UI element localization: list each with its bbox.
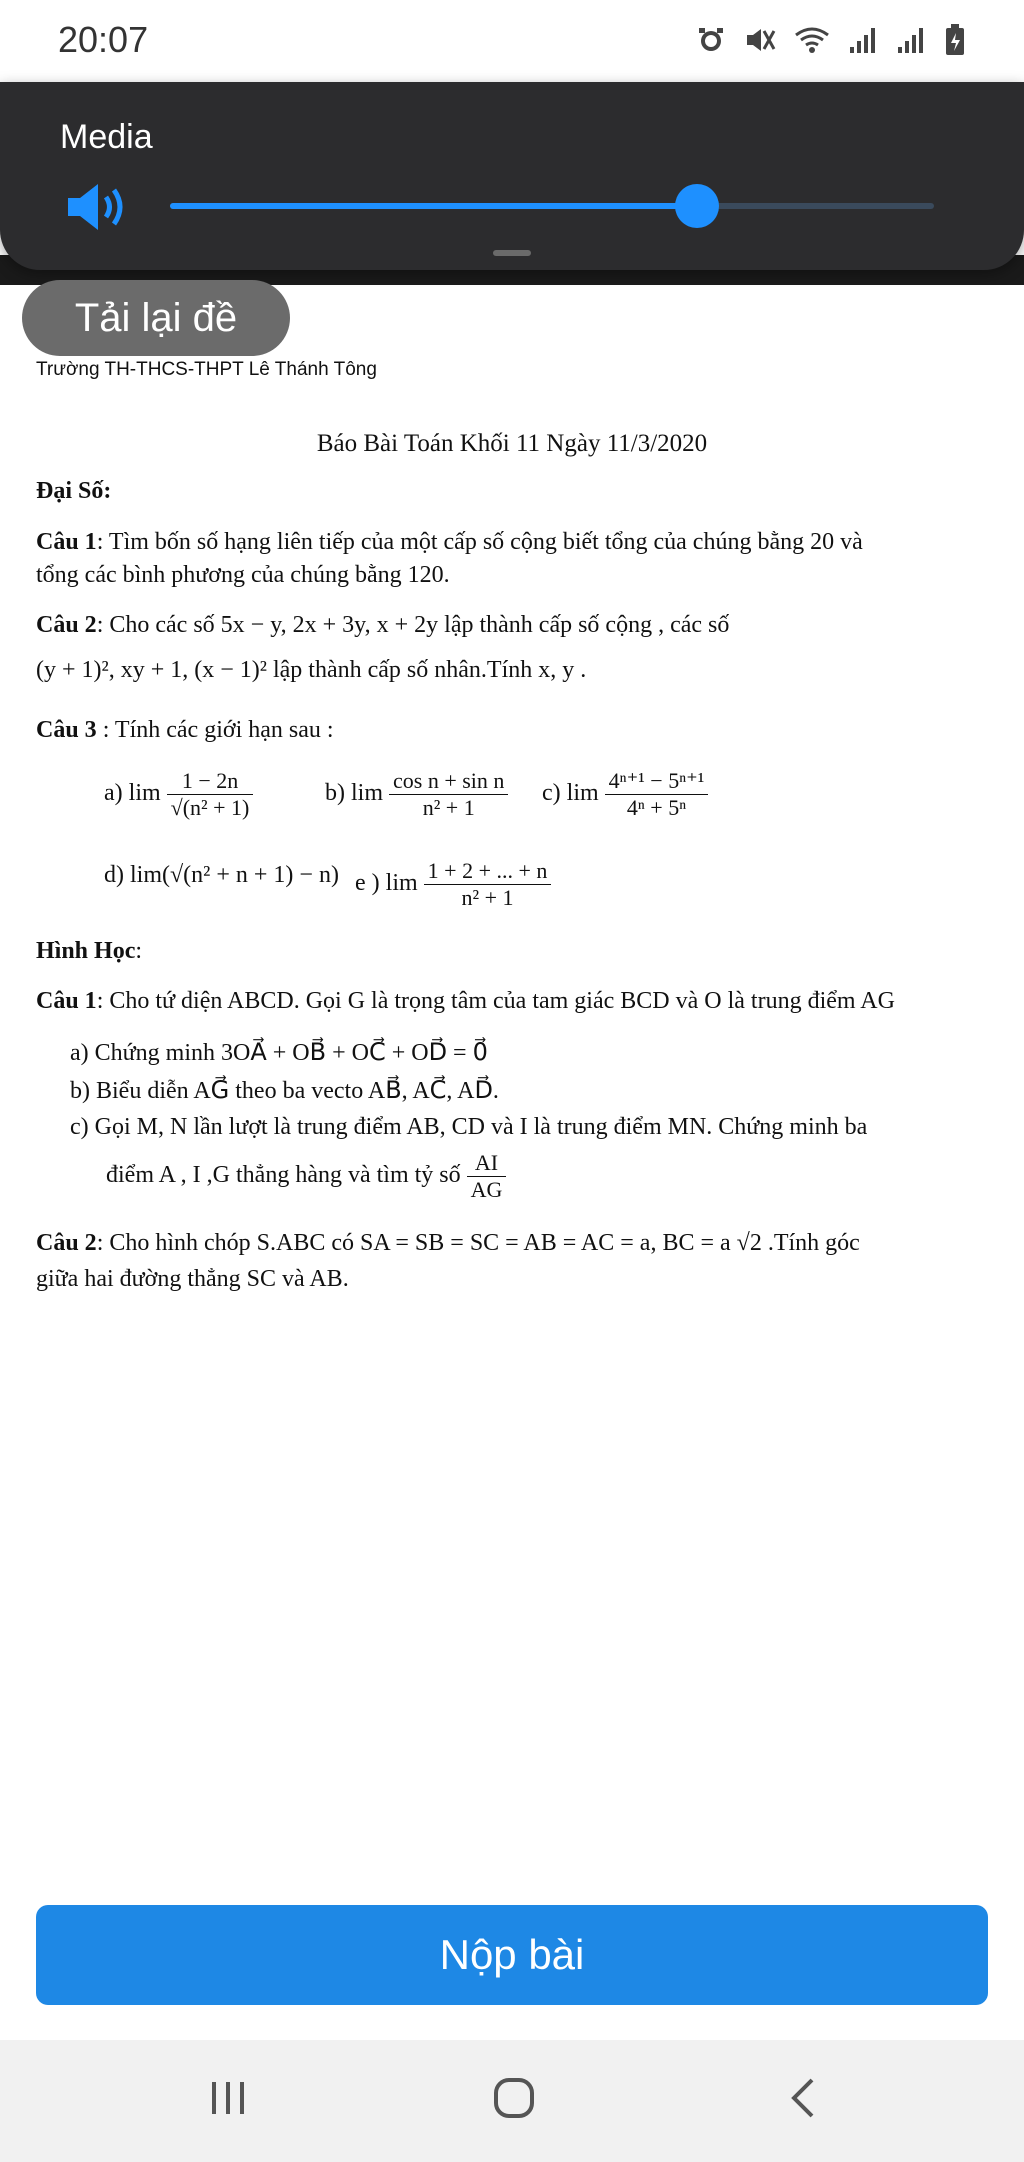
limit-b: b) lim $\frac{\text{cos n + sin n}}{\text{n² + 1}}$ bbox=[325, 768, 508, 821]
geometry-q1-c-cont: điểm A , I ,G thẳng hàng và tìm tỷ số $\frac{AI}{AG}$ bbox=[106, 1150, 506, 1203]
geometry-q2: Câu 2: Cho hình chóp S.ABC có SA = SB = SC = AB = AC = a, BC = a √2 .Tính góc bbox=[36, 1230, 860, 1256]
panel-drag-handle[interactable] bbox=[493, 250, 531, 256]
signal-icon bbox=[848, 25, 878, 55]
alarm-icon bbox=[696, 25, 726, 55]
speaker-icon[interactable] bbox=[66, 180, 130, 234]
home-icon[interactable] bbox=[492, 2076, 536, 2120]
geometry-q1: Câu 1: Cho tứ diện ABCD. Gọi G là trọng tâm của tam giác BCD và O là trung điểm AG bbox=[36, 988, 895, 1014]
algebra-heading: Đại Số: bbox=[36, 478, 112, 504]
volume-slider-knob[interactable] bbox=[675, 184, 719, 228]
algebra-q1: Câu 1: Tìm bốn số hạng liên tiếp của một cấp số cộng biết tổng của chúng bằng 20 và bbox=[36, 529, 863, 555]
limit-a: a) lim $\frac{1 - 2n}{\text{√(n² + 1)}}$ bbox=[104, 768, 253, 821]
algebra-q3: Câu 3 : Tính các giới hạn sau : bbox=[36, 717, 334, 743]
geometry-q1-c: c) Gọi M, N lần lượt là trung điểm AB, CD và I là trung điểm MN. Chứng minh ba bbox=[70, 1114, 868, 1140]
system-nav-bar bbox=[0, 2040, 1024, 2162]
doc-title: Báo Bài Toán Khối 11 Ngày 11/3/2020 bbox=[316, 430, 708, 457]
algebra-q2: Câu 2: Cho các số 5x − y, 2x + 3y, x + 2y lập thành cấp số cộng , các số bbox=[36, 612, 730, 638]
wifi-icon bbox=[794, 25, 830, 55]
signal-icon-2 bbox=[896, 25, 926, 55]
battery-icon bbox=[944, 24, 966, 56]
media-title: Media bbox=[60, 118, 153, 156]
media-volume-panel bbox=[0, 82, 1024, 270]
geometry-heading: Hình Học: bbox=[36, 938, 143, 964]
geometry-q1-b: b) Biểu diễn AG⃗ theo ba vecto AB⃗, AC⃗, AD⃗. bbox=[70, 1078, 499, 1104]
school-name: Trường TH-THCS-THPT Lê Thánh Tông bbox=[36, 359, 377, 380]
limit-d: d) lim(√(n² + n + 1) − n) bbox=[104, 862, 339, 888]
algebra-q2-cont: (y + 1)², xy + 1, (x − 1)² lập thành cấp số nhân.Tính x, y . bbox=[36, 657, 587, 683]
mute-icon bbox=[744, 25, 776, 55]
geometry-q1-a: a) Chứng minh 3OA⃗ + OB⃗ + OC⃗ + OD⃗ = 0⃗ bbox=[70, 1040, 488, 1066]
limit-c: c) lim $\frac{\text{4ⁿ⁺¹ − 5ⁿ⁺¹}}{\text{4ⁿ + 5ⁿ}}$ bbox=[542, 768, 708, 821]
volume-fill bbox=[170, 203, 697, 209]
recents-icon[interactable] bbox=[206, 2076, 250, 2120]
status-bar bbox=[0, 0, 1024, 80]
status-icons bbox=[696, 24, 966, 56]
limit-e: e ) lim $\frac{1 + 2 + ... + n}{\text{n² + 1}}$ bbox=[355, 858, 551, 911]
algebra-q1-cont: tổng các bình phương của chúng bằng 120. bbox=[36, 562, 450, 588]
reload-exam-button[interactable]: Tải lại đề bbox=[22, 280, 290, 356]
geometry-q2-cont: giữa hai đường thẳng SC và AB. bbox=[36, 1266, 349, 1292]
status-time: 20:07 bbox=[58, 19, 149, 60]
submit-button[interactable]: Nộp bài bbox=[36, 1905, 988, 2005]
back-icon[interactable] bbox=[782, 2076, 826, 2120]
